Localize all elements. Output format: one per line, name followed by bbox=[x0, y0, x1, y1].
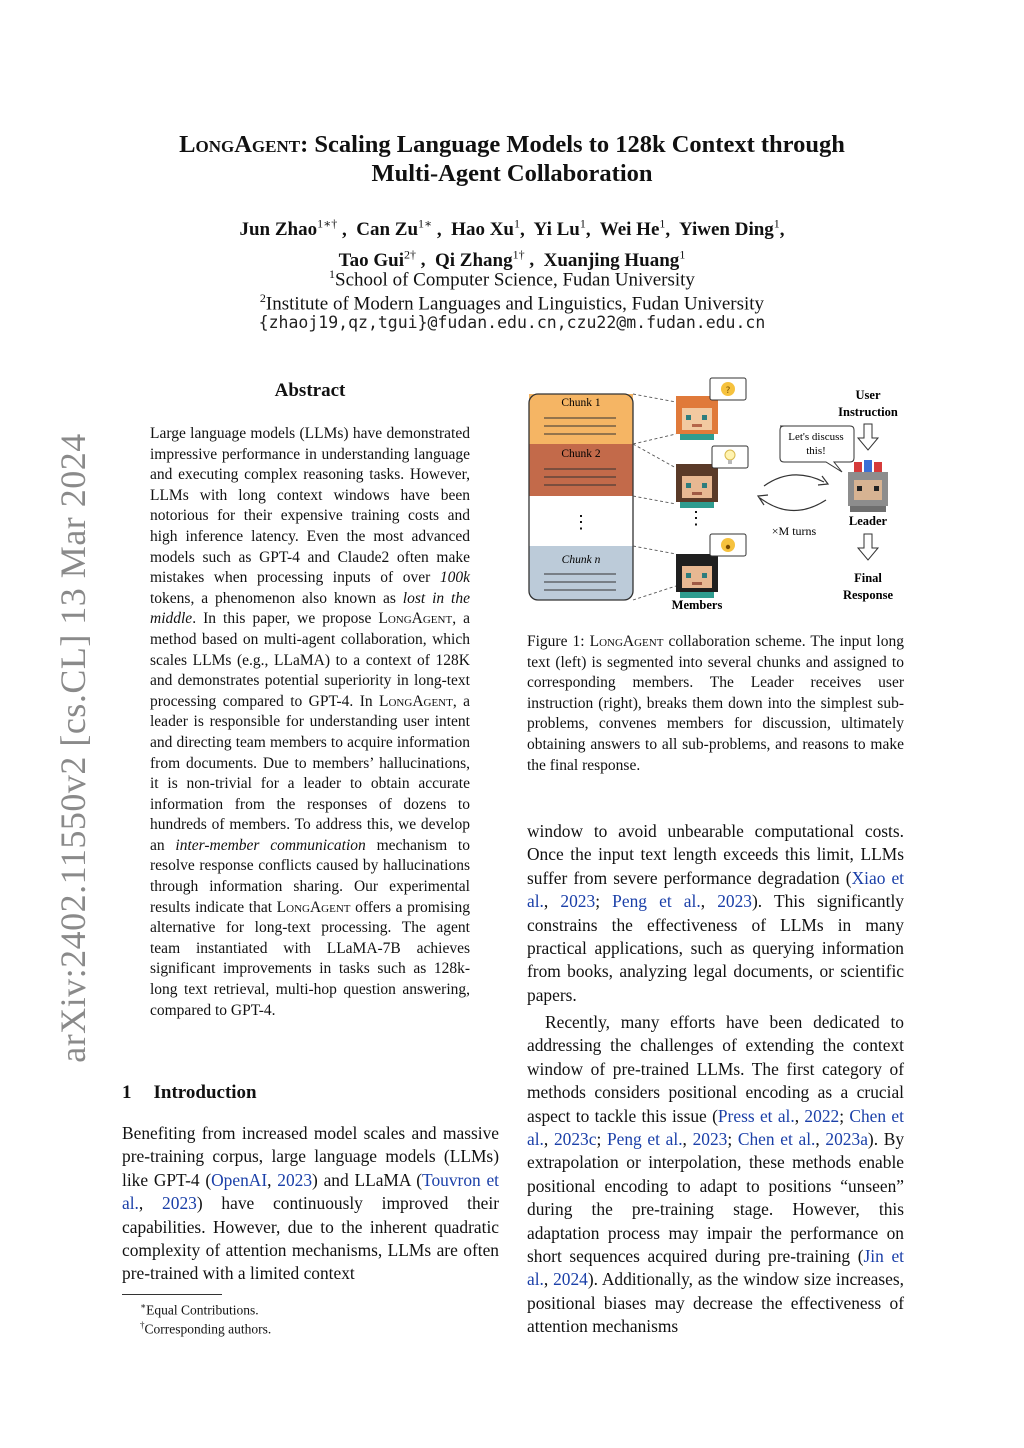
author-line-2: Tao Gui$^{2\dagger}$ , Qi Zhang$^{1\dagger}$ , Xuanjing Huang$^1$ bbox=[338, 247, 686, 271]
citation-link[interactable]: Touvron et al. bbox=[122, 1169, 500, 1214]
down-arrow-icon bbox=[858, 424, 878, 450]
arxiv-identifier[interactable]: arXiv:2402.11550v2 [cs.CL] 13 Mar 2024 bbox=[53, 433, 93, 1063]
member-n-avatar bbox=[676, 554, 718, 598]
final-response-label: Final Response bbox=[842, 571, 894, 602]
figure-1-diagram bbox=[524, 374, 910, 618]
member-2-avatar bbox=[676, 464, 718, 508]
citation-link[interactable]: Peng et al. bbox=[612, 891, 701, 912]
footnote-corresponding: †Corresponding authors. bbox=[140, 1320, 272, 1337]
footnote-equal-contribution: ∗Equal Contributions. bbox=[140, 1301, 259, 1318]
abstract-heading: Abstract bbox=[274, 380, 346, 401]
surprised-bubble-icon bbox=[710, 534, 746, 556]
citation-link[interactable]: 2023 bbox=[717, 891, 752, 912]
members-label: Members bbox=[671, 598, 723, 612]
leader-speech-bubble bbox=[780, 426, 854, 472]
author: Jun Zhao$^{1∗\dagger}$ bbox=[239, 217, 338, 241]
down-arrow-icon bbox=[858, 534, 878, 560]
author: Qi Zhang$^{1\dagger}$ bbox=[434, 247, 525, 271]
citation-link[interactable]: Press et al. bbox=[717, 1105, 795, 1126]
citation-link[interactable]: 2024 bbox=[553, 1269, 588, 1290]
figure-1 bbox=[524, 374, 910, 618]
abstract-body: Large language models (LLMs) have demonstrated impressive performance in understanding language and executing complex reasoning tasks. However, LLMs with long context windows have been notorious for their expensive training costs and high inference latency. Even the most advanced models such as GPT-4 and Claude2 often make mistakes when processing inputs of over 100k tokens, a phenomenon also known as lost in the middle. In this paper, we propose LongAgent, a method based on multi-agent collaboration, which scales LLMs (e.g., LLaMA) to a context of 128K and demonstrates potential superiority in long-text processing compared to GPT-4. In LongAgent, a leader is responsible for understanding user intent and directing team members to acquire information from documents. Due to members’ hallucinations, it is non-trivial for a leader to obtain accurate information from the responses of dozens to hundreds of members. To address this, we develop an inter-member communication mechanism to resolve response conflicts caused by hallucinations through information sharing. Our experimental results indicate that LongAgent offers a promising alternative for long-text processing. The agent team instantiated with LLaMA-7B achieves significant improvements in tasks such as 128k-long text retrieval, multi-hop question answering, compared to GPT-4. bbox=[150, 425, 470, 1019]
author: Wei He$^1$ bbox=[599, 217, 666, 241]
chunk-n-label: Chunk n bbox=[561, 554, 601, 566]
chunk-2-label: Chunk 2 bbox=[561, 448, 601, 460]
intro-paragraph-left: Benefiting from increased model scales and massive pre-training corpus, large language models (LLMs) like GPT-4 (OpenAI, 2023) and LLaMA (Touvron et al., 2023) have continuously improved their capabilities. However, due to the inherent quadratic complexity of attention mechanisms, LLMs are often pre-trained with a limited context bbox=[122, 1123, 500, 1284]
author: Xuanjing Huang$^1$ bbox=[543, 247, 686, 271]
author: Yiwen Ding$^1$ bbox=[678, 217, 780, 241]
title-rest: : Scaling Language Models to 128k Context through bbox=[300, 131, 845, 158]
leader-avatar bbox=[848, 460, 888, 512]
section-heading-introduction: 1 Introduction bbox=[122, 1082, 257, 1103]
citation-link[interactable]: 2023 bbox=[692, 1129, 728, 1150]
citation-link[interactable]: 2022 bbox=[804, 1105, 840, 1126]
author: Can $Zu^{1∗}$ bbox=[356, 217, 433, 241]
footnote-rule bbox=[122, 1294, 222, 1295]
citation-link[interactable]: Xiao et al. bbox=[527, 867, 905, 912]
leader-label: Leader bbox=[848, 514, 888, 528]
affiliation-1: $^1$School of Computer Science, Fudan University bbox=[329, 267, 695, 291]
intro-paragraph-right-1: window to avoid unbearable computational costs. Once the input text length exceeds this limit, LLMs suffer from severe performance degradation (Xiao et al., 2023; Peng et al., 2023). This significantly constrains the effectiveness of LLMs in many practical applications, such as querying information from books, analyzing legal documents, or scientific papers. bbox=[527, 821, 905, 1005]
discussion-cycle-arrows bbox=[758, 475, 828, 511]
chunk-1-label: Chunk 1 bbox=[561, 397, 601, 409]
turns-label: ×M turns bbox=[771, 524, 817, 538]
citation-link[interactable]: 2023a bbox=[825, 1129, 868, 1150]
svg-text:this!: this! bbox=[806, 445, 826, 457]
citation-link[interactable]: Chen et al. bbox=[527, 1105, 904, 1150]
member-1-avatar bbox=[676, 396, 718, 440]
citation-link[interactable]: Peng et al. bbox=[606, 1129, 683, 1150]
citation-link[interactable]: 2023 bbox=[560, 891, 596, 912]
citation-link[interactable]: Chen et al. bbox=[737, 1129, 816, 1150]
author-line-1: Jun Zhao$^{1∗\dagger}$ , Can $Zu^{1∗}$ , Hao Xu$^1$, Yi Lu$^1$, Wei He$^1$, Yiwen Ding$^1$, bbox=[239, 217, 785, 241]
idea-bubble-icon bbox=[712, 446, 748, 468]
citation-link[interactable]: Jin et al. bbox=[527, 1246, 904, 1290]
members-ellipsis: ⋮ bbox=[687, 508, 705, 528]
author: Yi Lu$^1$ bbox=[533, 217, 586, 241]
author: Tao Gui$^{2\dagger}$ bbox=[338, 247, 416, 271]
citation-link[interactable]: OpenAI bbox=[211, 1169, 268, 1190]
citation-link[interactable]: 2023 bbox=[277, 1169, 313, 1190]
author-emails: {zhaoj19,qz,tgui}@fudan.edu.cn,czu22@m.fudan.edu.cn bbox=[258, 313, 766, 332]
chunk-ellipsis: ⋮ bbox=[572, 512, 590, 532]
title-system-name: LongAgent bbox=[179, 131, 301, 158]
citation-link[interactable]: 2023c bbox=[553, 1129, 597, 1150]
svg-text:Let's discuss: Let's discuss bbox=[788, 431, 844, 443]
title-line2: Multi-Agent Collaboration bbox=[371, 160, 653, 187]
chunk-member-connectors bbox=[633, 394, 676, 600]
thinking-bubble-icon bbox=[710, 378, 746, 400]
intro-paragraph-right-2: Recently, many efforts have been dedicated to addressing the challenges of extending the context window of pre-trained LLMs. The first category of methods considers positional encoding as a crucial aspect to tackle this issue (Press et al., 2022; Chen et al., 2023c; Peng et al., 2023; Chen et al., 2023a). By extrapolation or interpolation, these methods enable positional encoding to adapt to positions “unseen” during the pre-training stage. However, this adaptation process may impair the performance on short sequences acquired during pre-training (Jin et al., 2024). Additionally, as the window size increases, positional biases may decrease the effectiveness of attention mechanisms bbox=[527, 1012, 905, 1337]
figure-1-caption: Figure 1: LongAgent collaboration scheme. The input long text (left) is segmented into several chunks and assigned to corresponding members. The Leader receives user instruction (right), breaks them down into the simplest sub-problems, convenes members for discussion, ultimately obtaining answers to all sub-problems, and reasons to make the final response. bbox=[527, 633, 904, 774]
affiliation-2: $^2$Institute of Modern Languages and Linguistics, Fudan University bbox=[259, 291, 765, 315]
author: Hao Xu$^1$ bbox=[451, 217, 520, 241]
svg-text:?: ? bbox=[725, 386, 731, 396]
paper-title bbox=[120, 130, 904, 188]
citation-link[interactable]: 2023 bbox=[162, 1193, 197, 1214]
user-instruction-label: User Instruction bbox=[838, 388, 898, 419]
